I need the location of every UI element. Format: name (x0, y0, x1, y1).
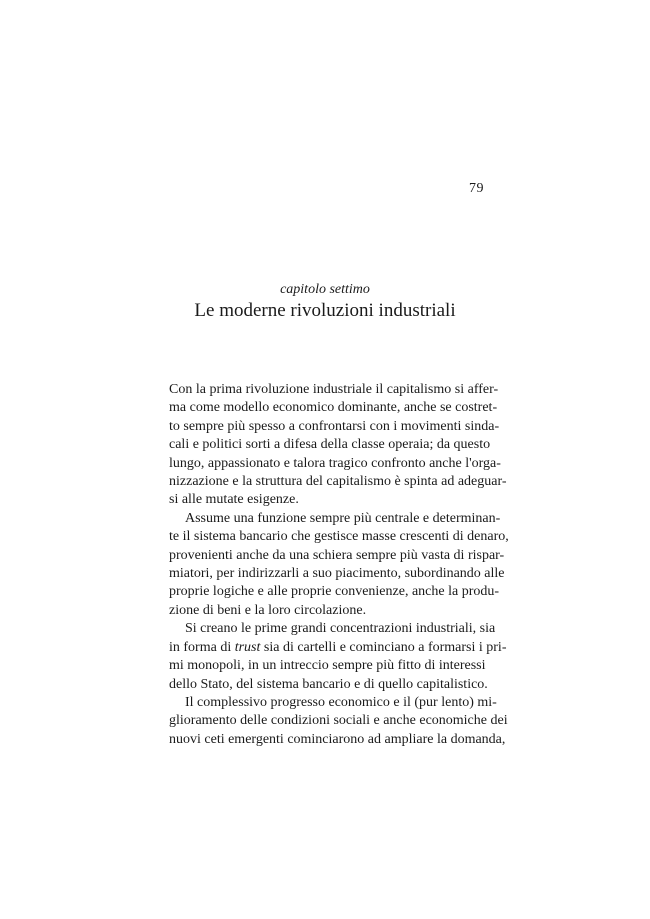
text-line: lungo, appassionato e talora tragico confronto anche l'orga- (169, 455, 501, 471)
text-line: miatori, per indirizzarli a suo piacimento, subordinando alle (169, 566, 505, 582)
text-line (169, 639, 507, 657)
paragraph-3 (169, 620, 507, 694)
text-fragment: sia di cartelli e cominciano a formarsi i pri- (260, 639, 507, 655)
text-line: Con la prima rivoluzione industriale il capitalismo si affer- (169, 382, 499, 397)
text-line: Assume una funzione sempre più centrale e determinan- (185, 510, 501, 526)
text-line: cali e politici sorti a difesa della classe operaia; da questo (169, 437, 491, 453)
chapter-title: Le moderne rivoluzioni industriali (194, 300, 456, 321)
text-line: mi monopoli, in un intreccio sempre più fitto di interessi (169, 658, 486, 674)
text-line: nuovi ceti emergenti cominciarono ad ampliare la domanda, (169, 731, 506, 747)
text-line: zione di beni e la loro circolazione. (169, 602, 367, 618)
text-line: dello Stato, del sistema bancario e di quello capitalistico. (169, 676, 488, 692)
paragraph-2 (169, 510, 509, 620)
text-line: provenienti anche da una schiera sempre più vasta di rispar- (169, 547, 505, 563)
text-line: ma come modello economico dominante, anche se costret- (169, 400, 498, 416)
text-line: glioramento delle condizioni sociali e anche economiche dei (169, 713, 508, 729)
text-line: Il complessivo progresso economico e il (pur lento) mi- (185, 694, 497, 710)
text-line: te il sistema bancario che gestisce masse crescenti di denaro, (169, 529, 509, 545)
page-number: 79 (469, 181, 484, 196)
text-line: to sempre più spesso a confrontarsi con i movimenti sinda- (169, 418, 500, 434)
text-line: proprie logiche e alle proprie convenienze, anche la produ- (169, 584, 500, 600)
text-line: si alle mutate esigenze. (169, 492, 299, 508)
chapter-kicker: capitolo settimo (280, 282, 370, 297)
body-text (169, 381, 509, 749)
text-line: Si creano le prime grandi concentrazioni industriali, sia (185, 621, 496, 637)
text-fragment: in forma di (169, 639, 235, 655)
paragraph-4 (169, 694, 508, 749)
emphasis-term: trust (234, 639, 261, 655)
text-line: nizzazione e la struttura del capitalismo è spinta ad adeguar- (169, 474, 507, 490)
paragraph-1 (169, 381, 507, 510)
